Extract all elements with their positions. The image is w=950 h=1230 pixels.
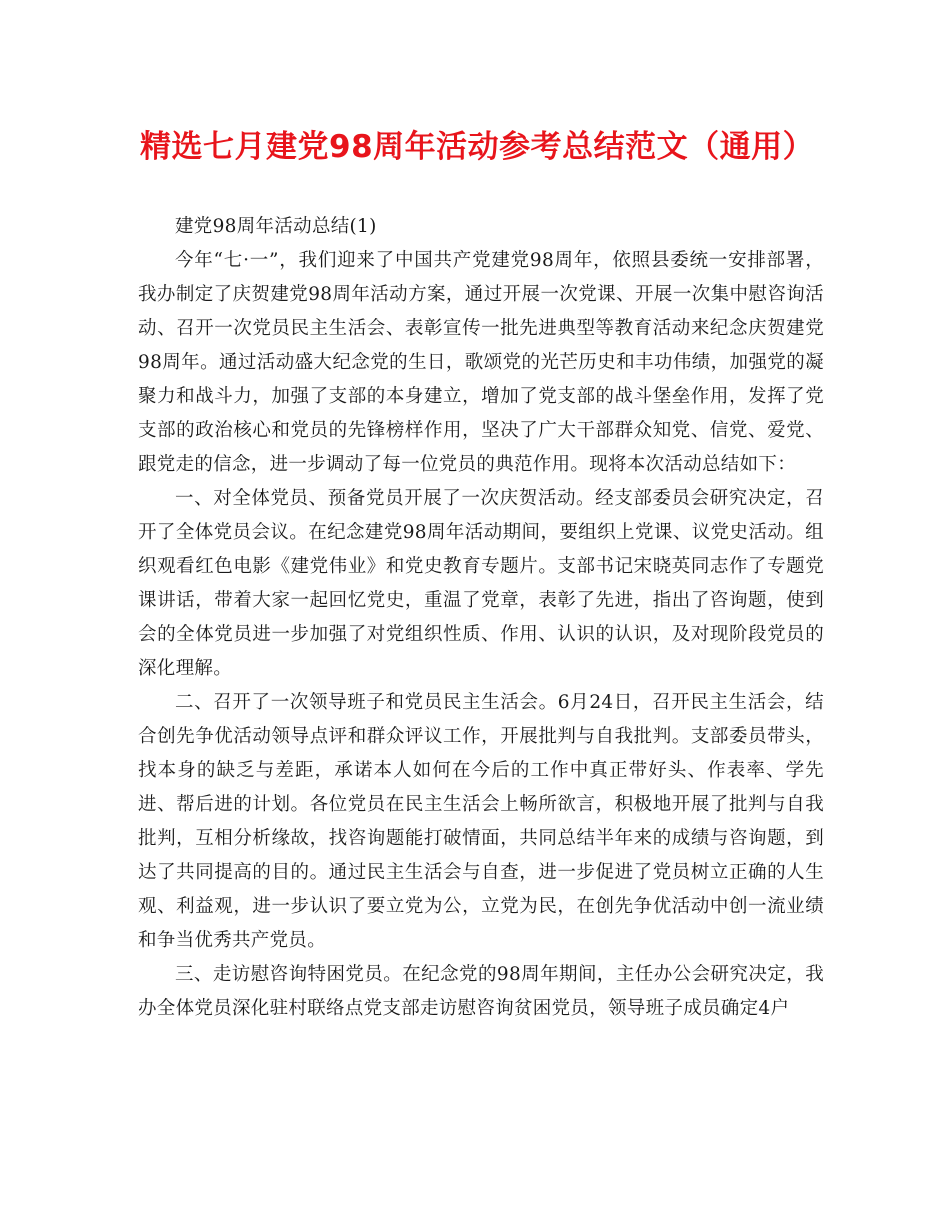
paragraph-three: 三、走访慰咨询特困党员。在纪念党的98周年期间，主任办公会研究决定，我办全体党员深化驻村联络点党支部走访慰咨询贫困党员，领导班子成员确定4户: [138, 964, 824, 1019]
document-title: 精选七月建党98周年活动参考总结范文（通用）: [140, 129, 815, 165]
paragraph-intro: 今年“七·一”，我们迎来了中国共产党建党98周年，依照县委统一安排部署，我办制定了庆贺建党98周年活动方案，通过开展一次党课、开展一次集中慰咨询活动、召开一次党员民主生活会、表彰宣传一批先进典型等教育活动来纪念庆贺建党98周年。通过活动盛大纪念党的生日，歌颂党的光芒历史和丰功伟绩，加强党的凝聚力和战斗力，加强了支部的本身建立，增加了党支部的战斗堡垒作用，发挥了党支部的政治核心和党员的先锋榜样作用，坚决了广大干部群众知党、信党、爱党、跟党走的信念，进一步调动了每一位党员的典范作用。现将本次活动总结如下：: [138, 250, 824, 475]
document-body: [138, 210, 824, 1026]
paragraph-one: 一、对全体党员、预备党员开展了一次庆贺活动。经支部委员会研究决定，召开了全体党员会议。在纪念建党98周年活动期间，要组织上党课、议党史活动。组织观看红色电影《建党伟业》和党史教育专题片。支部书记宋晓英同志作了专题党课讲话，带着大家一起回忆党史，重温了党章，表彰了先进，指出了咨询题，使到会的全体党员进一步加强了对党组织性质、作用、认识的认识，及对现阶段党员的深化理解。: [138, 488, 824, 679]
paragraph-two: 二、召开了一次领导班子和党员民主生活会。6月24日，召开民主生活会，结合创先争优活动领导点评和群众评议工作，开展批判与自我批判。支部委员带头，找本身的缺乏与差距，承诺本人如何在今后的工作中真正带好头、作表率、学先进、帮后进的计划。各位党员在民主生活会上畅所欲言，积极地开展了批判与自我批判，互相分析缘故，找咨询题能打破情面，共同总结半年来的成绩与咨询题，到达了共同提高的目的。通过民主生活会与自查，进一步促进了党员树立正确的人生观、利益观，进一步认识了要立党为公，立党为民，在创先争优活动中创一流业绩和争当优秀共产党员。: [138, 692, 824, 951]
section-heading: 建党98周年活动总结(1): [175, 216, 377, 237]
